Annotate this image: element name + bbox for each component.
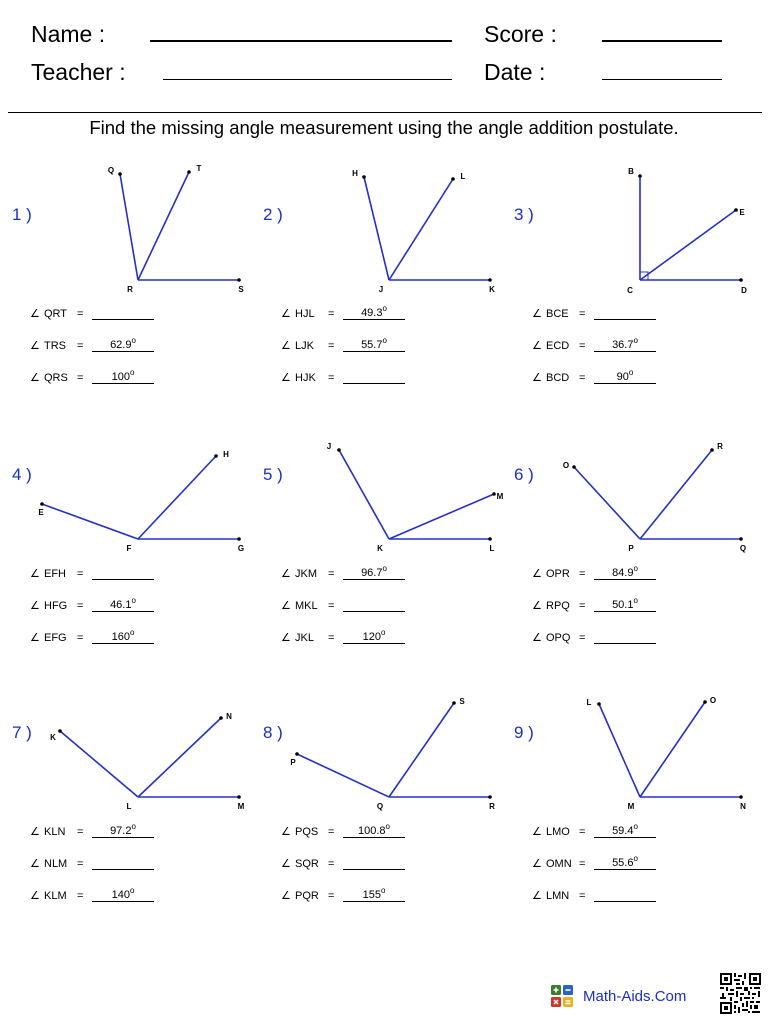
- angle-value-number: 160: [111, 631, 130, 643]
- angle-value-number: 100: [111, 371, 130, 383]
- point-c-label: K: [489, 285, 495, 294]
- point-c-dot: [739, 795, 743, 799]
- point-a-label: H: [352, 169, 358, 178]
- header-divider: [8, 112, 762, 113]
- point-a-label: J: [326, 442, 332, 451]
- ray-va: [60, 731, 138, 797]
- angle-name: RPQ: [546, 600, 570, 612]
- point-c-label: L: [489, 544, 495, 553]
- problem-number: 7 ): [12, 723, 32, 742]
- equals-sign: =: [328, 826, 335, 838]
- angle-diagram: [263, 425, 513, 553]
- angle-symbol: ∠: [532, 858, 542, 870]
- point-b-dot: [492, 492, 496, 496]
- vertex-label: R: [127, 285, 133, 294]
- angle-name: JKM: [295, 568, 317, 580]
- angle-symbol: ∠: [30, 826, 40, 838]
- point-c-dot: [488, 795, 492, 799]
- equals-sign: =: [328, 340, 335, 352]
- problem-number: 6 ): [514, 465, 534, 484]
- problem-number: 8 ): [263, 723, 283, 742]
- angle-symbol: ∠: [281, 858, 291, 870]
- problem-number: 1 ): [12, 205, 32, 224]
- answer-blank[interactable]: [92, 579, 154, 580]
- angle-symbol: ∠: [30, 890, 40, 902]
- angle-name: KLM: [44, 890, 67, 902]
- answer-blank[interactable]: [343, 611, 405, 612]
- angle-name: EFH: [44, 568, 66, 580]
- angle-symbol: ∠: [532, 340, 542, 352]
- point-a-dot: [58, 729, 62, 733]
- angle-name: OPQ: [546, 632, 571, 644]
- angle-value-number: 59.4: [612, 825, 634, 837]
- point-a-dot: [337, 448, 341, 452]
- point-c-label: N: [740, 802, 746, 811]
- angle-symbol: ∠: [532, 826, 542, 838]
- point-c-dot: [237, 795, 241, 799]
- angle-symbol: ∠: [281, 568, 291, 580]
- angle-symbol: ∠: [532, 632, 542, 644]
- degree-symbol: o: [380, 628, 386, 637]
- angle-name: BCE: [546, 308, 569, 320]
- degree-symbol: o: [129, 368, 135, 377]
- angle-diagram: [263, 165, 513, 294]
- angle-value: [594, 823, 656, 840]
- equals-sign: =: [579, 600, 586, 612]
- score-label: Score :: [484, 21, 557, 47]
- degree-symbol: o: [628, 368, 634, 377]
- qr-code-icon: [720, 973, 761, 1014]
- angle-name: LMO: [546, 826, 570, 838]
- angle-name: ECD: [546, 340, 570, 352]
- angle-symbol: ∠: [532, 568, 542, 580]
- equals-sign: =: [77, 600, 84, 612]
- equals-sign: =: [77, 826, 84, 838]
- angle-symbol: ∠: [281, 308, 291, 320]
- ray-va: [120, 174, 138, 280]
- point-c-dot: [488, 537, 492, 541]
- angle-name: QRT: [44, 308, 68, 320]
- point-c-dot: [739, 537, 743, 541]
- point-b-dot: [452, 701, 456, 705]
- angle-value-number: 155: [362, 889, 381, 901]
- calculator-icon: [551, 985, 573, 1007]
- teacher-field[interactable]: [163, 79, 452, 80]
- angle-value: [343, 629, 405, 646]
- equals-sign: =: [579, 890, 586, 902]
- point-a-label: Q: [107, 166, 115, 175]
- instructions: Find the missing angle measurement using the angle addition postulate.: [89, 117, 679, 138]
- angle-name: LMN: [546, 890, 570, 902]
- problem-number: 9 ): [514, 723, 534, 742]
- angle-value: [594, 337, 656, 354]
- answer-blank[interactable]: [594, 319, 656, 320]
- equals-sign: =: [77, 890, 84, 902]
- point-b-label: H: [223, 450, 229, 459]
- equals-sign: =: [579, 858, 586, 870]
- degree-symbol: o: [382, 564, 387, 573]
- problem-8: [263, 697, 513, 981]
- degree-symbol: o: [382, 336, 387, 345]
- point-b-dot: [187, 170, 191, 174]
- point-c-dot: [739, 278, 743, 282]
- angle-name: LJK: [295, 340, 314, 352]
- ray-vb: [389, 179, 453, 280]
- ray-vb: [138, 718, 221, 797]
- angle-value: [343, 823, 405, 840]
- point-c-label: M: [237, 802, 245, 811]
- angle-diagram: [12, 164, 262, 294]
- equals-sign: =: [579, 568, 586, 580]
- point-a-label: O: [562, 461, 570, 470]
- equals-sign: =: [579, 340, 586, 352]
- angle-diagram: [263, 683, 513, 811]
- equals-sign: =: [77, 372, 84, 384]
- angle-name: HFG: [44, 600, 68, 612]
- angle-symbol: ∠: [30, 632, 40, 644]
- angle-symbol: ∠: [30, 568, 40, 580]
- angle-symbol: ∠: [281, 890, 291, 902]
- angle-value-number: 120: [362, 631, 381, 643]
- ray-vb: [389, 494, 494, 539]
- point-c-label: S: [238, 285, 244, 294]
- point-a-label: P: [290, 758, 296, 767]
- date-label: Date :: [484, 59, 546, 85]
- equals-sign: =: [77, 632, 84, 644]
- angle-value-number: 96.7: [361, 567, 383, 579]
- equals-sign: =: [328, 890, 335, 902]
- point-b-label: L: [460, 172, 466, 181]
- vertex-label: M: [627, 802, 635, 811]
- point-a-label: K: [50, 733, 56, 742]
- angle-diagram: [514, 165, 764, 295]
- angle-value: [594, 369, 656, 386]
- angle-symbol: ∠: [281, 600, 291, 612]
- answer-blank[interactable]: [92, 869, 154, 870]
- angle-value-number: 90: [616, 371, 629, 383]
- point-b-label: R: [717, 442, 723, 451]
- angle-value: [343, 337, 405, 354]
- ray-va: [339, 450, 389, 539]
- angle-value-number: 84.9: [612, 567, 634, 579]
- point-b-label: E: [739, 208, 745, 217]
- angle-value-number: 46.1: [110, 599, 132, 611]
- answer-blank[interactable]: [594, 901, 656, 902]
- angle-value-number: 55.7: [361, 339, 383, 351]
- equals-sign: =: [77, 340, 84, 352]
- angle-name: TRS: [44, 340, 66, 352]
- angle-diagram: [12, 683, 262, 811]
- angle-symbol: ∠: [281, 632, 291, 644]
- degree-symbol: o: [633, 564, 638, 573]
- angle-value-number: 36.7: [612, 339, 634, 351]
- angle-value: [92, 887, 154, 904]
- angle-name: NLM: [44, 858, 68, 870]
- angle-name: SQR: [295, 858, 319, 870]
- degree-symbol: o: [633, 822, 638, 831]
- equals-sign: =: [77, 858, 84, 870]
- degree-symbol: o: [633, 854, 638, 863]
- angle-name: QRS: [44, 372, 68, 384]
- angle-value: [92, 629, 154, 646]
- angle-symbol: ∠: [30, 858, 40, 870]
- point-b-dot: [734, 208, 738, 212]
- angle-value: [343, 565, 405, 582]
- score-field[interactable]: [602, 40, 722, 42]
- point-b-label: M: [496, 492, 504, 501]
- point-b-dot: [214, 454, 218, 458]
- point-a-dot: [572, 465, 576, 469]
- angle-value-number: 97.2: [110, 825, 132, 837]
- point-a-label: B: [628, 167, 634, 176]
- equals-sign: =: [328, 568, 335, 580]
- ray-va: [42, 504, 138, 539]
- point-a-dot: [638, 174, 642, 178]
- problem-number: 4 ): [12, 465, 32, 484]
- point-a-dot: [40, 502, 44, 506]
- angle-value: [594, 597, 656, 614]
- point-a-label: E: [38, 508, 44, 517]
- point-a-dot: [362, 175, 366, 179]
- angle-value: [92, 823, 154, 840]
- angle-name: KLN: [44, 826, 66, 838]
- vertex-label: L: [126, 802, 132, 811]
- problem-9: [514, 696, 764, 981]
- angle-symbol: ∠: [532, 308, 542, 320]
- angle-name: OMN: [546, 858, 572, 870]
- point-c-label: D: [741, 286, 747, 295]
- point-c-dot: [237, 537, 241, 541]
- point-c-label: Q: [739, 544, 747, 553]
- angle-symbol: ∠: [281, 372, 291, 384]
- angle-value: [594, 855, 656, 872]
- degree-symbol: o: [129, 886, 135, 895]
- point-c-dot: [488, 278, 492, 282]
- point-b-dot: [703, 700, 707, 704]
- point-b-label: N: [226, 712, 232, 721]
- degree-symbol: o: [129, 628, 135, 637]
- point-c-label: R: [489, 802, 495, 811]
- point-b-dot: [219, 716, 223, 720]
- angle-symbol: ∠: [532, 600, 542, 612]
- point-c-dot: [237, 278, 241, 282]
- point-b-dot: [710, 448, 714, 452]
- problem-number: 3 ): [514, 205, 534, 224]
- answer-blank[interactable]: [343, 383, 405, 384]
- ray-va: [297, 754, 389, 797]
- degree-symbol: o: [131, 822, 136, 831]
- point-a-dot: [295, 752, 299, 756]
- angle-name: HJL: [295, 308, 315, 320]
- degree-symbol: o: [131, 336, 136, 345]
- angle-name: PQS: [295, 826, 319, 838]
- vertex-label: C: [627, 286, 633, 295]
- teacher-label: Teacher :: [31, 59, 126, 85]
- angle-value: [343, 305, 405, 322]
- point-b-label: O: [709, 696, 717, 705]
- angle-name: OPR: [546, 568, 570, 580]
- angle-symbol: ∠: [532, 372, 542, 384]
- angle-value-number: 62.9: [110, 339, 132, 351]
- point-c-label: G: [237, 544, 245, 553]
- angle-name: MKL: [295, 600, 318, 612]
- degree-symbol: o: [385, 822, 390, 831]
- angle-value: [343, 887, 405, 904]
- degree-symbol: o: [380, 886, 386, 895]
- angle-symbol: ∠: [30, 340, 40, 352]
- equals-sign: =: [328, 308, 335, 320]
- ray-vb: [389, 703, 454, 797]
- ray-vb: [138, 456, 216, 539]
- point-a-dot: [118, 172, 122, 176]
- ray-vb: [640, 450, 712, 539]
- answer-blank[interactable]: [92, 319, 154, 320]
- angle-value-number: 140: [111, 889, 130, 901]
- point-a-label: L: [586, 698, 592, 707]
- ray-vb: [138, 172, 189, 280]
- angle-name: BCD: [546, 372, 570, 384]
- angle-diagram: [12, 425, 262, 553]
- ray-vb: [640, 702, 705, 797]
- angle-value: [92, 369, 154, 386]
- angle-value-number: 49.3: [361, 307, 383, 319]
- answer-blank[interactable]: [594, 643, 656, 644]
- angle-value: [92, 337, 154, 354]
- angle-name: PQR: [295, 890, 319, 902]
- equals-sign: =: [328, 858, 335, 870]
- ray-vb: [640, 210, 736, 280]
- degree-symbol: o: [382, 304, 387, 313]
- angle-value-number: 55.6: [612, 857, 634, 869]
- angle-symbol: ∠: [281, 826, 291, 838]
- equals-sign: =: [579, 308, 586, 320]
- angle-diagram: [514, 683, 764, 811]
- vertex-label: F: [126, 544, 132, 553]
- equals-sign: =: [328, 632, 335, 644]
- angle-name: EFG: [44, 632, 67, 644]
- angle-value: [92, 597, 154, 614]
- equals-sign: =: [579, 826, 586, 838]
- equals-sign: =: [77, 308, 84, 320]
- equals-sign: =: [328, 600, 335, 612]
- point-b-label: T: [196, 164, 202, 173]
- answer-blank[interactable]: [343, 869, 405, 870]
- ray-va: [574, 467, 640, 539]
- angle-symbol: ∠: [30, 308, 40, 320]
- date-field[interactable]: [602, 79, 722, 80]
- degree-symbol: o: [633, 596, 638, 605]
- equals-sign: =: [77, 568, 84, 580]
- name-label: Name :: [31, 21, 106, 47]
- vertex-label: Q: [376, 802, 384, 811]
- equals-sign: =: [328, 372, 335, 384]
- vertex-label: J: [378, 285, 384, 294]
- problem-number: 2 ): [263, 205, 283, 224]
- ray-va: [599, 704, 640, 797]
- angle-name: JKL: [295, 632, 314, 644]
- ray-va: [364, 177, 389, 280]
- vertex-label: K: [377, 544, 383, 553]
- problem-7: [12, 712, 262, 981]
- angle-value: [594, 565, 656, 582]
- problem-number: 5 ): [263, 465, 283, 484]
- vertex-label: P: [628, 544, 634, 553]
- angle-symbol: ∠: [30, 600, 40, 612]
- angle-symbol: ∠: [532, 890, 542, 902]
- angle-symbol: ∠: [281, 340, 291, 352]
- site-name[interactable]: Math-Aids.Com: [583, 988, 687, 1005]
- degree-symbol: o: [131, 596, 136, 605]
- angle-symbol: ∠: [30, 372, 40, 384]
- equals-sign: =: [579, 632, 586, 644]
- equals-sign: =: [579, 372, 586, 384]
- angle-diagram: [514, 425, 764, 553]
- angle-value-number: 50.1: [612, 599, 634, 611]
- point-b-label: S: [459, 697, 465, 706]
- angle-name: HJK: [295, 372, 316, 384]
- point-b-dot: [451, 177, 455, 181]
- angle-value-number: 100.8: [358, 825, 386, 837]
- name-field[interactable]: [150, 40, 452, 42]
- degree-symbol: o: [633, 336, 638, 345]
- point-a-dot: [597, 702, 601, 706]
